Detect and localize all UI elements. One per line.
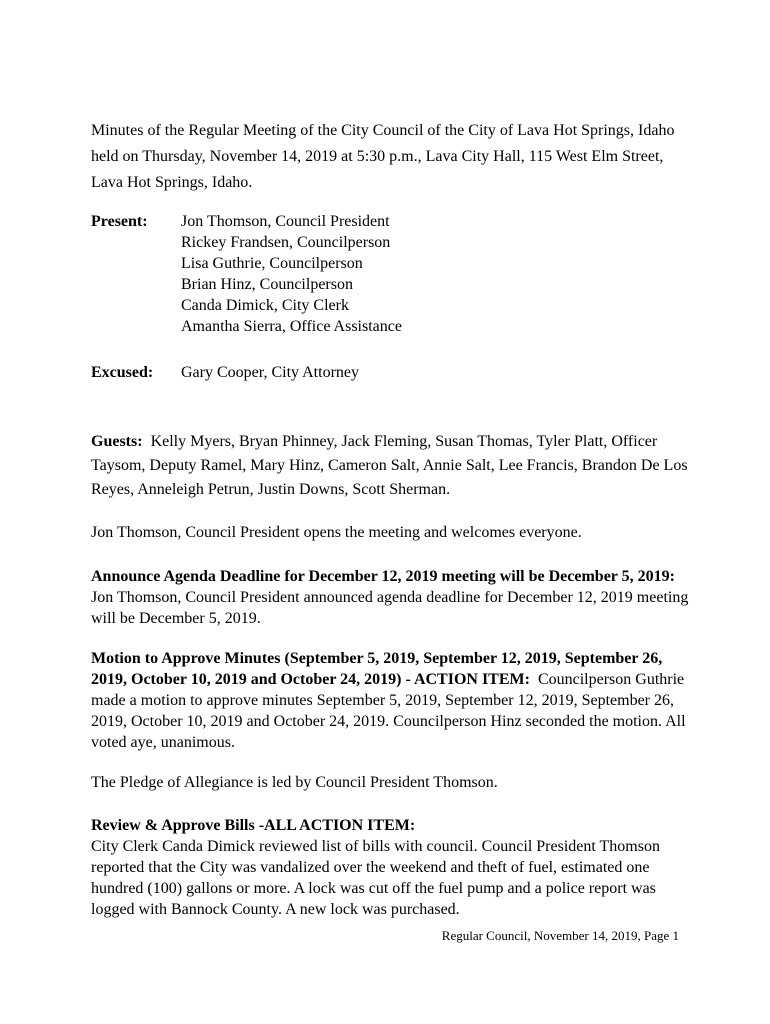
present-name: Lisa Guthrie, Councilperson: [181, 255, 363, 272]
present-name: Amantha Sierra, Office Assistance: [181, 318, 402, 335]
present-name: Rickey Frandsen, Councilperson: [181, 234, 391, 251]
present-section: [91, 211, 691, 337]
agenda-text: Jon Thomson, Council President announced agenda deadline for December 12, 2019 meeting will be December 5, 2019.: [91, 589, 689, 627]
page-footer: Regular Council, November 14, 2019, Page 1: [441, 928, 679, 943]
pledge-paragraph: The Pledge of Allegiance is led by Council President Thomson.: [91, 774, 498, 791]
guests-paragraph: [91, 430, 691, 502]
excused-list: [181, 362, 691, 383]
opening-paragraph: Jon Thomson, Council President opens the meeting and welcomes everyone.: [91, 524, 582, 541]
present-name: Canda Dimick, City Clerk: [181, 297, 349, 314]
guests-text: Kelly Myers, Bryan Phinney, Jack Fleming, Susan Thomas, Tyler Platt, Officer Taysom, Deputy Ramel, Mary Hinz, Cameron Salt, Annie Salt, Lee Francis, Brandon De Los Reyes, Anneleigh Petrun, Justin Downs, Scott Sherman.: [91, 433, 688, 498]
excused-section: [91, 362, 691, 383]
excused-name: Gary Cooper, City Attorney: [181, 364, 359, 381]
agenda-heading: Announce Agenda Deadline for December 12, 2019 meeting will be December 5, 2019:: [91, 568, 675, 585]
agenda-paragraph: [91, 566, 691, 629]
bills-text: City Clerk Canda Dimick reviewed list of bills with council. Council President Thomson reported that the City was vandalized over the weekend and theft of fuel, estimated one hundred (100) gallons or more. A lock was cut off the fuel pump and a police report was logged with Bannock County. A new lock was purchased.: [91, 838, 660, 918]
minutes-paragraph: [91, 648, 691, 753]
minutes-text: Councilperson Guthrie made a motion to approve minutes September 5, 2019, September 12, 2019, September 26, 2019, October 10, 2019 and October 24, 2019. Councilperson Hinz seconded the motion. All voted aye, unanimous.: [91, 671, 686, 751]
guests-label: Guests:: [91, 433, 143, 450]
intro-paragraph: Minutes of the Regular Meeting of the City Council of the City of Lava Hot Springs, Idaho held on Thursday, November 14, 2019 at 5:30 p.m., Lava City Hall, 115 West Elm Street, Lava Hot Springs, Idaho.: [91, 122, 675, 191]
bills-section: [91, 815, 691, 920]
minutes-heading: Motion to Approve Minutes (September 5, 2019, September 12, 2019, September 26, 2019, October 10, 2019 and October 24, 2019) - ACTION ITEM:: [91, 650, 663, 688]
present-name: Jon Thomson, Council President: [181, 213, 390, 230]
present-name: Brian Hinz, Councilperson: [181, 276, 353, 293]
bills-heading: Review & Approve Bills -ALL ACTION ITEM:: [91, 817, 416, 834]
present-list: [181, 211, 691, 337]
present-label: Present:: [91, 213, 148, 230]
excused-label: Excused:: [91, 364, 154, 381]
